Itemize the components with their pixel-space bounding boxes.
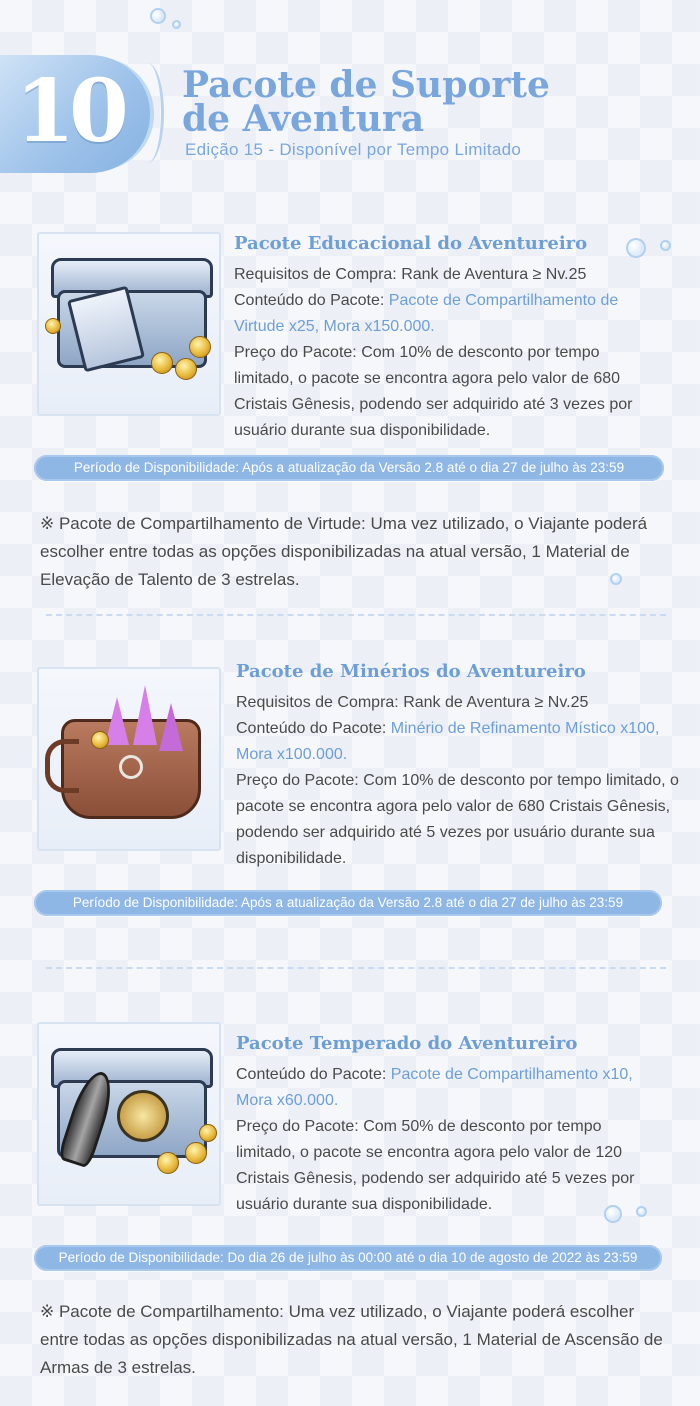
package-title: Pacote de Minérios do Aventureiro [236, 661, 586, 682]
bubble-decoration [660, 240, 671, 251]
purchase-requirement [234, 262, 674, 288]
page-title [182, 64, 682, 140]
package-details [236, 690, 691, 872]
package-image-ore [37, 667, 221, 851]
coin-icon [199, 1124, 217, 1142]
crystal-shard [133, 685, 157, 745]
header-number: 10 [15, 61, 123, 162]
weapon-chest-icon [39, 1024, 221, 1206]
package-title: Pacote Educacional do Aventureiro [234, 233, 588, 254]
bubble-decoration [150, 8, 166, 24]
package-note: ※ Pacote de Compartilhamento: Uma vez utilizado, o Viajante poderá escolher entre todas as opções disponibilizadas na atual versão, 1 Material de Ascensão de Armas de 3 estrelas. [40, 1302, 663, 1377]
purchase-requirement-label: Requisitos de Compra: [236, 694, 404, 711]
package-contents-label: Conteúdo do Pacote: [236, 720, 391, 737]
purchase-requirement [236, 690, 691, 716]
package-contents-label: Conteúdo do Pacote: [234, 292, 389, 309]
page-subtitle: Edição 15 - Disponível por Tempo Limitado [185, 140, 522, 159]
package-image-educational [37, 232, 221, 416]
package-note: ※ Pacote de Compartilhamento de Virtude: Uma vez utilizado, o Viajante poderá escolher entre todas as opções disponibilizadas na atual versão, 1 Material de Elevação de Talento de 3 estrelas. [40, 514, 648, 589]
package-price: Preço do Pacote: Com 10% de desconto por tempo limitado, o pacote se encontra agora pelo valor de 680 Cristais Gênesis, podendo ser adquirido até 3 vezes por usuário durante sua disponibilidade. [234, 344, 633, 439]
availability-period: Período de Disponibilidade: Do dia 26 de julho às 00:00 até o dia 10 de agosto de 2022 às 23:59 [34, 1245, 662, 1271]
package-image-tempered [37, 1022, 221, 1206]
bag-strap [45, 739, 79, 793]
coin-icon [45, 318, 61, 334]
section-divider [46, 967, 666, 969]
package-contents-label: Conteúdo do Pacote: [236, 1066, 391, 1083]
bag-clasp [119, 755, 143, 779]
section-divider [46, 614, 666, 616]
package-contents-value: Minério de Refinamento Místico x100, Mora x100.000. [236, 720, 660, 763]
purchase-requirement-label: Requisitos de Compra: [234, 266, 402, 283]
package-contents [234, 288, 654, 340]
purchase-requirement-value: Rank de Aventura ≥ Nv.25 [403, 694, 589, 711]
package-price: Preço do Pacote: Com 10% de desconto por tempo limitado, o pacote se encontra agora pelo valor de 680 Cristais Gênesis, podendo ser adquirido até 5 vezes por usuário durante sua disponibilidade. [236, 772, 679, 867]
package-contents [236, 1062, 656, 1114]
bubble-decoration [172, 20, 181, 29]
package-contents-value: Pacote de Compartilhamento de Virtude x25, Mora x150.000. [234, 292, 619, 335]
page-title-line-1: Pacote de Suporte [182, 64, 550, 106]
coin-icon [189, 336, 211, 358]
package-price: Preço do Pacote: Com 50% de desconto por tempo limitado, o pacote se encontra agora pelo valor de 120 Cristais Gênesis, podendo ser adquirido até 5 vezes por usuário durante sua disponibilidade. [236, 1118, 635, 1213]
package-details [236, 1062, 666, 1218]
page-title-line-2: de Aventura [182, 98, 425, 140]
chest-emblem [117, 1090, 169, 1142]
availability-period: Período de Disponibilidade: Após a atualização da Versão 2.8 até o dia 27 de julho às 23:59 [34, 890, 662, 916]
crystal-shard [159, 703, 183, 751]
package-contents-value: Pacote de Compartilhamento x10, Mora x60.000. [236, 1066, 633, 1109]
availability-period: Período de Disponibilidade: Após a atualização da Versão 2.8 até o dia 27 de julho às 23:59 [34, 455, 664, 481]
package-contents [236, 716, 691, 768]
coin-icon [157, 1152, 179, 1174]
purchase-requirement-value: Rank de Aventura ≥ Nv.25 [401, 266, 587, 283]
ore-bag-icon [39, 669, 221, 851]
package-details [234, 262, 674, 444]
coin-icon [151, 352, 173, 374]
coin-icon [91, 731, 109, 749]
coin-icon [175, 358, 197, 380]
package-title: Pacote Temperado do Aventureiro [236, 1033, 578, 1054]
coin-icon [185, 1142, 207, 1164]
bubble-decoration [626, 238, 646, 258]
treasure-chest-icon [39, 234, 221, 416]
